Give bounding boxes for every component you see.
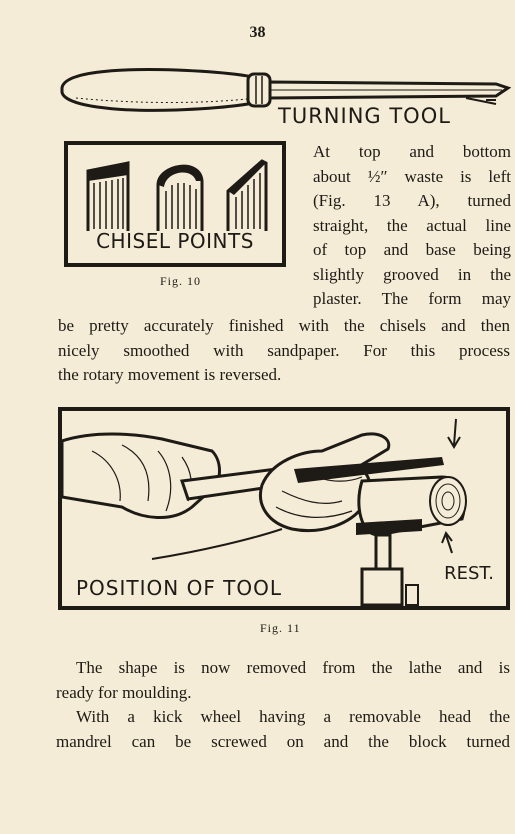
- text-line: the rotary movement is reversed.: [58, 365, 282, 384]
- figure-11-caption: Fig. 11: [260, 621, 301, 635]
- text-line: of top and base being: [313, 240, 511, 259]
- text-line: mandrel can be screwed on and the block turned: [56, 731, 510, 751]
- text-line: plaster. The form may: [313, 289, 511, 308]
- paragraph-1-full: [58, 314, 510, 388]
- text-line: straight, the actual line: [313, 215, 511, 235]
- figure-10-caption: Fig. 10: [160, 274, 202, 288]
- bottom-paragraphs: [56, 656, 510, 754]
- position-of-tool-figure: [58, 407, 510, 610]
- text-line: ready for moulding.: [56, 682, 192, 702]
- text-line: about ½″ waste is left: [313, 166, 511, 186]
- text-line: slightly grooved in the: [313, 264, 511, 284]
- paragraph-1-wrapped: [313, 140, 511, 312]
- text-line: be pretty accurately finished with the chisels and then: [58, 316, 510, 335]
- text-line: The shape is now removed from the lathe and is: [76, 658, 510, 677]
- turning-tool-caption: TURNING TOOL: [278, 104, 451, 128]
- chisel-points-figure: [64, 141, 286, 267]
- text-line: (Fig. 13 A), turned: [313, 191, 511, 210]
- position-of-tool-label: POSITION OF TOOL: [76, 576, 283, 600]
- text-line: With a kick wheel having a removable head the: [76, 707, 510, 726]
- page-number: 38: [249, 24, 266, 41]
- text-line: nicely smoothed with sandpaper. For this process: [58, 340, 510, 360]
- rest-label: REST.: [444, 563, 494, 584]
- chisel-points-drawing: [76, 151, 276, 233]
- text-line: At top and bottom: [313, 142, 511, 161]
- chisel-points-label: CHISEL POINTS: [96, 229, 254, 253]
